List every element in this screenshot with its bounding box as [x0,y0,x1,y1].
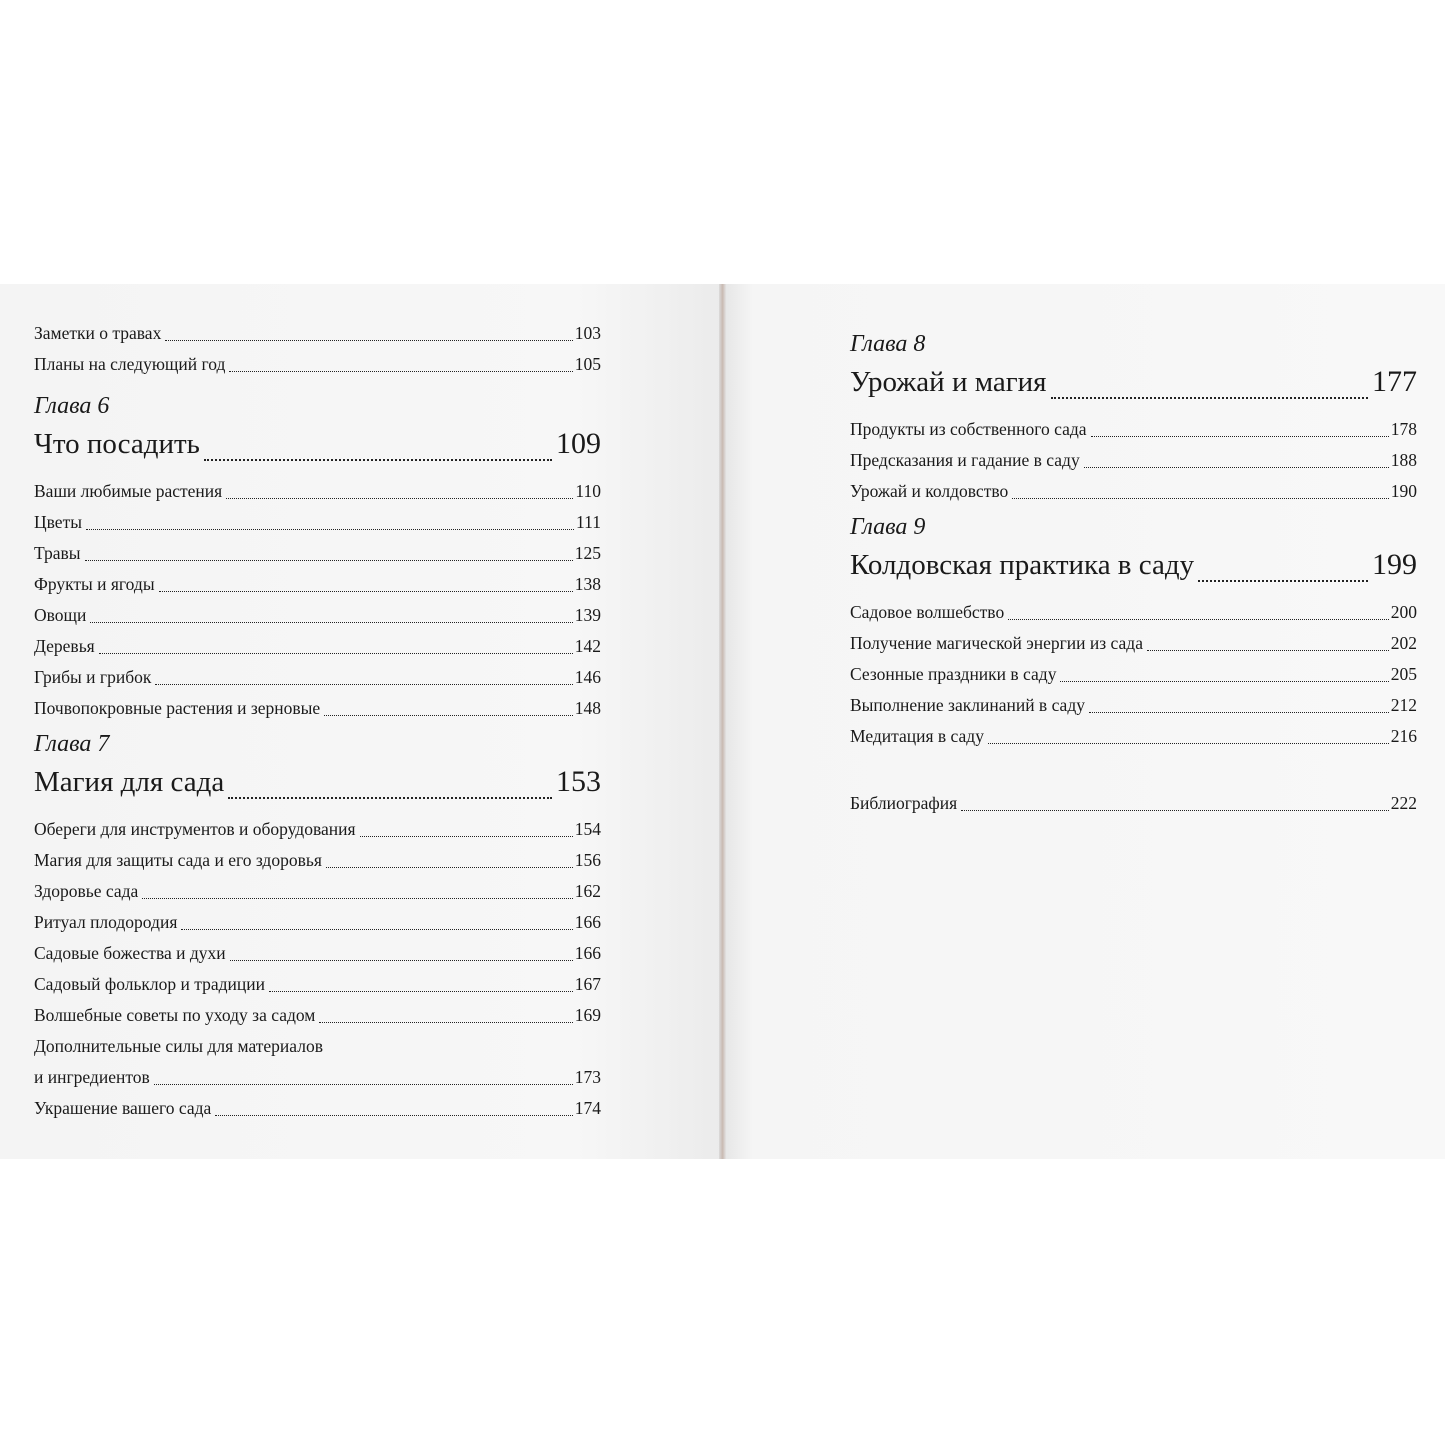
toc-entry: Обереги для инструментов и оборудования 154 [34,819,601,839]
toc-entry: Украшение вашего сада 174 [34,1098,601,1118]
toc-entry: Медитация в саду 216 [850,726,1417,746]
chapter-title: Колдовская практика в саду 199 [850,548,1417,581]
toc-entry: Выполнение заклинаний в саду 212 [850,695,1417,715]
toc-entry: Садовые божества и духи 166 [34,943,601,963]
toc-entry: Ваши любимые растения 110 [34,481,601,501]
toc-entry: Получение магической энергии из сада 202 [850,633,1417,653]
chapter-label: Глава 9 [850,514,926,540]
toc-entry: Ритуал плодородия 166 [34,912,601,932]
toc-right [850,324,1417,819]
toc-entry: Деревья 142 [34,636,601,656]
toc-entry: Травы 125 [34,543,601,563]
toc-entry: Грибы и грибок 146 [34,667,601,687]
toc-entry: Цветы 111 [34,512,601,532]
toc-entry: Овощи 139 [34,605,601,625]
toc-entry: Планы на следующий год 105 [34,354,601,374]
toc-left [34,318,601,1124]
toc-entry: Волшебные советы по уходу за садом 169 [34,1005,601,1025]
chapter-title: Магия для сада 153 [34,765,601,798]
chapter-title: Что посадить 109 [34,427,601,460]
book-gutter [719,284,726,1159]
toc-entry: Здоровье сада 162 [34,881,601,901]
book-spread [0,284,1445,1159]
toc-entry: Заметки о травах 103 [34,323,601,343]
toc-entry: Магия для защиты сада и его здоровья 156 [34,850,601,870]
toc-entry: Урожай и колдовство 190 [850,481,1417,501]
toc-entry: Продукты из собственного сада 178 [850,419,1417,439]
chapter-label: Глава 8 [850,331,926,357]
toc-entry: Садовое волшебство 200 [850,602,1417,622]
toc-entry: Предсказания и гадание в саду 188 [850,450,1417,470]
toc-entry-bibliography: Библиография 222 [850,793,1417,813]
chapter-label: Глава 6 [34,393,110,419]
chapter-label: Глава 7 [34,731,110,757]
toc-entry: Фрукты и ягоды 138 [34,574,601,594]
chapter-title: Урожай и магия 177 [850,365,1417,398]
toc-entry: Дополнительные силы для материалов и ингредиентов 173 [34,1036,601,1087]
toc-entry: Сезонные праздники в саду 205 [850,664,1417,684]
toc-entry: Почвопокровные растения и зерновые 148 [34,698,601,718]
toc-entry: Садовый фольклор и традиции 167 [34,974,601,994]
